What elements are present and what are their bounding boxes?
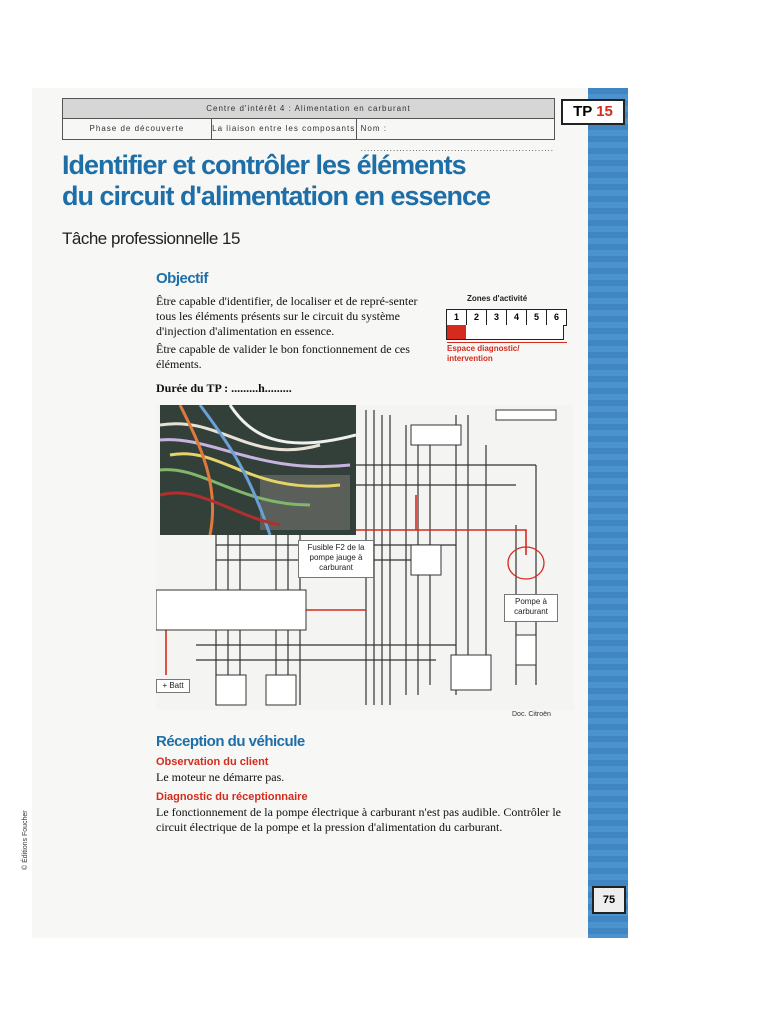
diagnostic-heading: Diagnostic du réceptionnaire (156, 791, 308, 803)
objectif-p1: Être capable d'identifier, de localiser et de repré-senter tous les éléments présents sur le circuit du système d'injection d'alimentation en essence. (156, 294, 418, 338)
objectif-p2: Être capable de valider le bon fonctionnement de ces éléments. (156, 342, 410, 371)
zone-cell: 5 (527, 310, 547, 325)
copyright: © Éditions Foucher (22, 810, 29, 870)
zones-activity-bar (446, 325, 564, 340)
objectif-duree: Durée du TP : .........h......... (156, 381, 292, 395)
tp-prefix: TP (573, 103, 593, 120)
title-line-2: du circuit d'alimentation en essence (62, 181, 491, 211)
zone-cell: 6 (553, 312, 559, 322)
page-subtitle: Tâche professionnelle 15 (62, 229, 240, 248)
observation-text: Le moteur ne démarre pas. (156, 770, 285, 784)
zone-cell: 4 (507, 310, 527, 325)
doc-credit: Doc. Citroën (512, 711, 551, 718)
header-nom: Nom : ............................................................ (360, 124, 554, 153)
side-stripe (588, 88, 628, 938)
reception-heading: Réception du véhicule (156, 733, 305, 750)
diagnostic-text: Le fonctionnement de la pompe électrique à carburant n'est pas audible. Contrôler le circuit électrique de la pompe et la pression d'alimentation du carburant. (156, 805, 562, 834)
zones-label: Espace diagnostic/ intervention (447, 342, 567, 364)
zone-cell: 1 (447, 310, 467, 325)
header-liaison: La liaison entre les composants (212, 119, 357, 139)
header-centre: Centre d'intérêt 4 : Alimentation en carburant (63, 99, 554, 119)
observation-heading: Observation du client (156, 756, 269, 768)
zone-active-marker (447, 325, 466, 339)
pump-callout: Pompe à carburant (504, 594, 558, 622)
fuse-callout: Fusible F2 de la pompe jauge à carburant (298, 540, 374, 578)
objectif-heading: Objectif (156, 270, 208, 287)
zones-title: Zones d'activité (467, 294, 528, 303)
fuse-box-photo (160, 405, 356, 535)
page-number: 75 (592, 886, 626, 914)
batt-label: + Batt (156, 679, 190, 693)
page-title (62, 150, 542, 212)
title-line-1: Identifier et contrôler les éléments (62, 150, 466, 180)
tp-badge (561, 99, 625, 125)
zone-cell: 2 (467, 310, 487, 325)
tp-number: 15 (596, 103, 613, 120)
header-table (62, 98, 555, 153)
zones-grid (446, 309, 567, 326)
zone-cell: 3 (487, 310, 507, 325)
header-phase: Phase de découverte (63, 119, 212, 139)
